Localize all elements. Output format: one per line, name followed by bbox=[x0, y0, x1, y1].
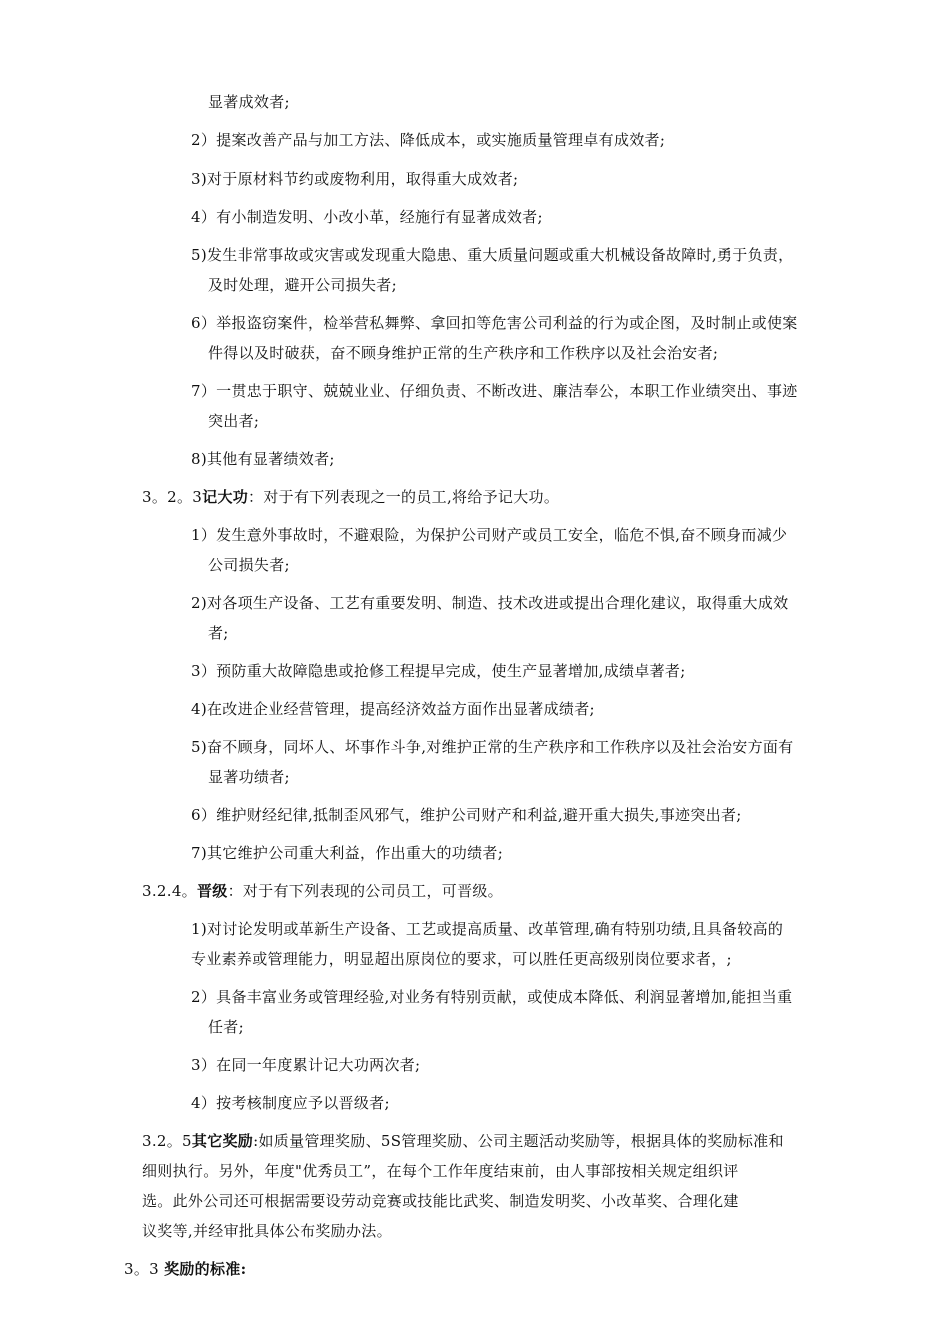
text-line: 议奖等,并经审批具体公布奖励办法。 bbox=[142, 1222, 392, 1240]
section-number: 3。2。3 bbox=[142, 488, 203, 506]
text-line: 4）有小制造发明、小改小革，经施行有显著成效者; bbox=[191, 208, 543, 226]
text-line: 及时处理，避开公司损失者; bbox=[208, 276, 397, 294]
text-line: 6）维护财经纪律,抵制歪风邪气，维护公司财产和利益,避开重大损失,事迹突出者; bbox=[191, 806, 742, 824]
text-line: 3)对于原材料节约或废物利用，取得重大成效者; bbox=[191, 170, 519, 188]
text-line: 显著成效者; bbox=[208, 93, 290, 111]
text-line: 8)其他有显著绩效者; bbox=[191, 450, 335, 468]
text-line: 任者; bbox=[208, 1018, 244, 1036]
section-title: 其它奖励 bbox=[191, 1132, 254, 1150]
text-line: 公司损失者; bbox=[208, 556, 290, 574]
text-line: 6）举报盗窃案件，检举营私舞弊、拿回扣等危害公司利益的行为或企图，及时制止或使案 bbox=[191, 314, 798, 332]
text-line: 细则执行。另外，年度"优秀员工”，在每个工作年度结束前，由人事部按相关规定组织评 bbox=[142, 1162, 739, 1180]
section-heading-3-2-4 bbox=[142, 881, 503, 901]
section-heading-3-3 bbox=[124, 1259, 246, 1279]
text-line: 件得以及时破获，奋不顾身维护正常的生产秩序和工作秩序以及社会治安者; bbox=[208, 344, 719, 362]
text-line: 2）具备丰富业务或管理经验,对业务有特别贡献，或使成本降低、利润显著增加,能担当重 bbox=[191, 988, 793, 1006]
section-number: 3.2.4。 bbox=[142, 882, 197, 900]
text-line: 专业素养或管理能力，明显超出原岗位的要求，可以胜任更高级别岗位要求者，; bbox=[191, 950, 732, 968]
text-line: 4)在改进企业经营管理，提高经济效益方面作出显著成绩者; bbox=[191, 700, 595, 718]
text-line: 7)其它维护公司重大利益，作出重大的功绩者; bbox=[191, 844, 504, 862]
text-line: 4）按考核制度应予以晋级者; bbox=[191, 1094, 390, 1112]
section-intro: ：对于有下列表现的公司员工，可晋级。 bbox=[227, 882, 503, 900]
text-line: 者; bbox=[208, 624, 229, 642]
text-line: 突出者; bbox=[208, 412, 260, 430]
text-line: 3）预防重大故障隐患或抢修工程提早完成，使生产显著增加,成绩卓著者; bbox=[191, 662, 686, 680]
text-line: 3）在同一年度累计记大功两次者; bbox=[191, 1056, 421, 1074]
text-line: 7）一贯忠于职守、兢兢业业、仔细负责、不断改进、廉洁奉公，本职工作业绩突出、事迹 bbox=[191, 382, 798, 400]
section-heading-3-2-3 bbox=[142, 487, 559, 507]
text-line: 显著功绩者; bbox=[208, 768, 290, 786]
text-line: 5)发生非常事故或灾害或发现重大隐患、重大质量问题或重大机械设备故障时,勇于负责， bbox=[191, 246, 794, 264]
section-title: 奖励的标准: bbox=[164, 1260, 247, 1278]
section-intro: ：对于有下列表现之一的员工,将给予记大功。 bbox=[248, 488, 560, 506]
section-text: :如质量管理奖励、5S管理奖励、公司主题活动奖励等，根据具体的奖励标准和 bbox=[253, 1132, 784, 1150]
section-number: 3.2。5 bbox=[142, 1132, 192, 1150]
text-line: 5)奋不顾身，同坏人、坏事作斗争,对维护正常的生产秩序和工作秩序以及社会治安方面有 bbox=[191, 738, 794, 756]
section-title: 记大功 bbox=[202, 488, 249, 506]
text-line: 2）提案改善产品与加工方法、降低成本，或实施质量管理卓有成效者; bbox=[191, 131, 666, 149]
text-line: 选。此外公司还可根据需要设劳动竞赛或技能比武奖、制造发明奖、小改革奖、合理化建 bbox=[142, 1192, 739, 1210]
text-line: 2)对各项生产设备、工艺有重要发明、制造、技术改进或提出合理化建议，取得重大成效 bbox=[191, 594, 789, 612]
section-title: 晋级 bbox=[196, 882, 228, 900]
section-number: 3。3 bbox=[124, 1260, 159, 1278]
section-heading-3-2-5 bbox=[142, 1131, 784, 1151]
text-line: 1）发生意外事故时，不避艰险，为保护公司财产或员工安全，临危不惧,奋不顾身而减少 bbox=[191, 526, 788, 544]
text-line: 1)对讨论发明或革新生产设备、工艺或提高质量、改革管理,确有特别功绩,且具备较高的 bbox=[191, 920, 784, 938]
